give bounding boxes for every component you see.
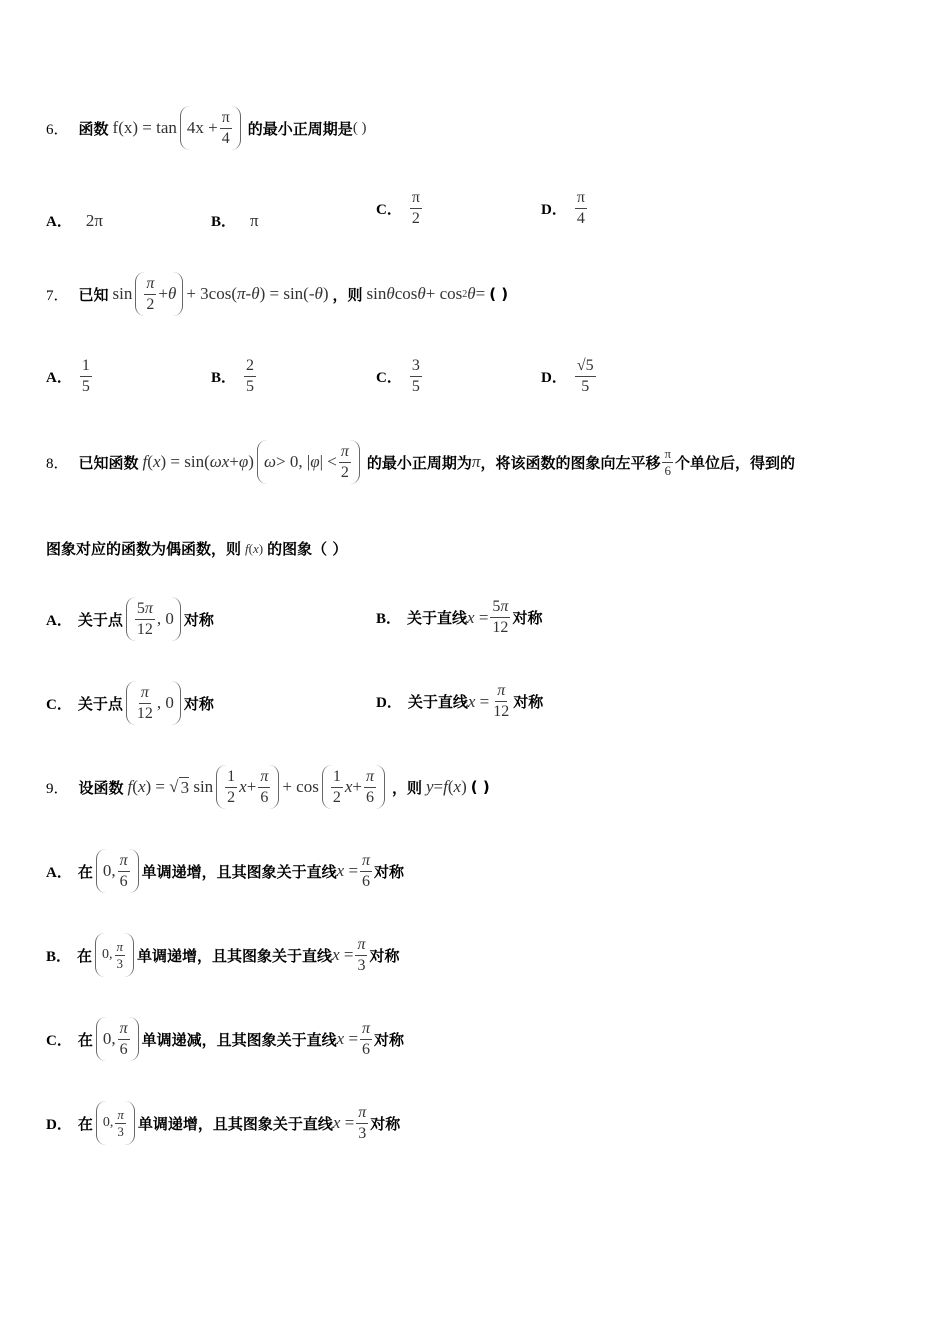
formula: $\frac{\pi}{6}$ [664, 445, 672, 478]
formula: x = $\frac{\pi}{6}$ [336, 1019, 371, 1058]
formula: 0, $\frac{\pi}{3}$ [93, 1101, 138, 1145]
option-text: 对称 [370, 1114, 401, 1133]
option-text: 关于点 [77, 694, 123, 713]
option-text: 单调递减，且其图象关于直线 [141, 1030, 337, 1049]
option-label: D． [376, 695, 402, 711]
answer-paren: ( ) [352, 119, 367, 136]
option-label: B． [211, 370, 237, 386]
question-8-line2 [46, 538, 347, 559]
option-label: A． [46, 612, 72, 629]
option-b[interactable] [211, 356, 258, 397]
option-label: D． [46, 1116, 72, 1133]
question-text: 设函数 [78, 778, 124, 797]
option-label: C． [46, 696, 72, 713]
option-text: 单调递增，且其图象关于直线 [137, 946, 333, 965]
option-a[interactable] [46, 849, 404, 893]
formula: x = $\frac{\pi}{3}$ [332, 935, 366, 974]
option-d[interactable] [376, 681, 543, 722]
option-a[interactable] [46, 356, 94, 397]
question-text: 图象对应的函数为偶函数，则 [46, 540, 242, 558]
question-text: 个单位后，得到的 [675, 453, 796, 472]
option-text: 对称 [183, 610, 214, 629]
formula: y = f ( x ) [426, 777, 467, 796]
formula: x = $\frac{\pi}{3}$ [332, 1103, 367, 1142]
option-text: 对称 [183, 694, 214, 713]
option-value: $\frac{\pi}{2}$ [411, 189, 420, 227]
option-a[interactable] [46, 210, 103, 231]
formula: $\frac{\pi}{12}$ , 0 [123, 681, 184, 725]
option-text: 在 [77, 1030, 93, 1049]
option-text: 对称 [513, 693, 544, 711]
formula: f ( x ) = √ 3 sin $\frac{1}{2}$ x + $\frac{\pi}{6}$ + cos $\frac{1}{2}$ x + $\frac{\pi}{6}$ [128, 765, 388, 809]
option-text: 关于直线 [407, 693, 468, 711]
option-d[interactable] [541, 188, 589, 229]
question-8 [46, 440, 795, 484]
formula: f ( x ) = sin( ωx + φ ) ω > 0, | φ | < $\frac{\pi}{2}$ [143, 440, 363, 484]
option-text: 对称 [374, 1030, 405, 1049]
option-value: $\frac{2}{5}$ [246, 357, 255, 395]
question-text: ，将该函数的图象向左平移 [480, 453, 661, 472]
option-label: C． [376, 202, 402, 218]
option-label: A． [46, 214, 72, 230]
answer-paren: ( ) [489, 285, 509, 303]
question-number: 6． [46, 121, 69, 138]
option-value: π [250, 210, 259, 230]
question-number: 9． [46, 780, 69, 797]
option-text: 单调递增，且其图象关于直线 [137, 1114, 333, 1133]
formula: x = $\frac{5\pi}{12}$ [467, 598, 509, 636]
option-label: B． [46, 948, 72, 965]
option-text: 关于点 [77, 610, 123, 629]
option-c[interactable] [376, 356, 424, 397]
option-b[interactable] [46, 933, 399, 977]
question-text: 已知函数 [78, 453, 139, 472]
option-text: 在 [77, 1114, 93, 1133]
option-b[interactable] [211, 210, 259, 231]
option-label: A． [46, 864, 72, 881]
formula: 0, $\frac{\pi}{6}$ [93, 1017, 142, 1061]
option-label: C． [46, 1032, 72, 1049]
question-text: 函数 [78, 119, 109, 138]
option-value: 2π [85, 210, 103, 230]
question-number: 7． [46, 287, 69, 304]
formula: sin $\frac{\pi}{2}$ + θ + 3cos( π - θ ) = sin(- θ ) [113, 272, 329, 316]
option-label: B． [376, 611, 402, 627]
formula: π [471, 452, 481, 471]
formula: f(x) = tan 4x + $\frac{\pi}{4}$ [113, 106, 244, 150]
option-label: C． [376, 370, 402, 386]
question-text: 已知 [78, 285, 109, 304]
option-b[interactable] [376, 597, 542, 638]
question-9 [46, 765, 490, 809]
question-7 [46, 272, 508, 316]
option-label: A． [46, 370, 72, 386]
option-text: 对称 [369, 946, 400, 965]
question-text: ，则 [391, 778, 422, 797]
option-a[interactable] [46, 597, 214, 641]
option-d[interactable] [46, 1101, 400, 1145]
option-text: 单调递增，且其图象关于直线 [141, 862, 337, 881]
option-label: B． [211, 214, 237, 230]
option-value: $\frac{\pi}{4}$ [576, 189, 585, 227]
option-c[interactable] [46, 1017, 404, 1061]
option-label: D． [541, 202, 567, 218]
option-d[interactable] [541, 356, 598, 397]
option-text: 在 [77, 946, 93, 965]
option-text: 关于直线 [407, 609, 468, 627]
option-value: $\frac{1}{5}$ [81, 357, 90, 395]
option-c[interactable] [376, 188, 424, 229]
option-text: 对称 [512, 609, 543, 627]
option-text: 对称 [374, 862, 405, 881]
formula: x = $\frac{\pi}{12}$ [467, 682, 510, 720]
question-number: 8． [46, 455, 69, 472]
formula: $\frac{5\pi}{12}$ , 0 [123, 597, 184, 641]
formula: sin θ cos θ + cos 2 θ = [366, 284, 486, 303]
question-text: 的最小正周期是 [247, 119, 353, 138]
option-label: D． [541, 370, 567, 386]
question-text: ，则 [332, 285, 363, 304]
formula: f ( x ) [245, 540, 264, 556]
question-6 [46, 106, 367, 150]
option-c[interactable] [46, 681, 214, 725]
option-text: 在 [77, 862, 93, 881]
formula: x = $\frac{\pi}{6}$ [336, 851, 371, 890]
option-value: $\frac{3}{5}$ [411, 357, 420, 395]
formula: 0, $\frac{\pi}{6}$ [93, 849, 142, 893]
question-text: 的最小正周期为 [366, 453, 472, 472]
question-text: 的图象（ ） [267, 540, 348, 558]
option-value: $\frac{√5}{5}$ [576, 357, 594, 395]
answer-paren: ( ) [470, 778, 490, 796]
formula: 0, $\frac{\pi}{3}$ [92, 933, 137, 977]
